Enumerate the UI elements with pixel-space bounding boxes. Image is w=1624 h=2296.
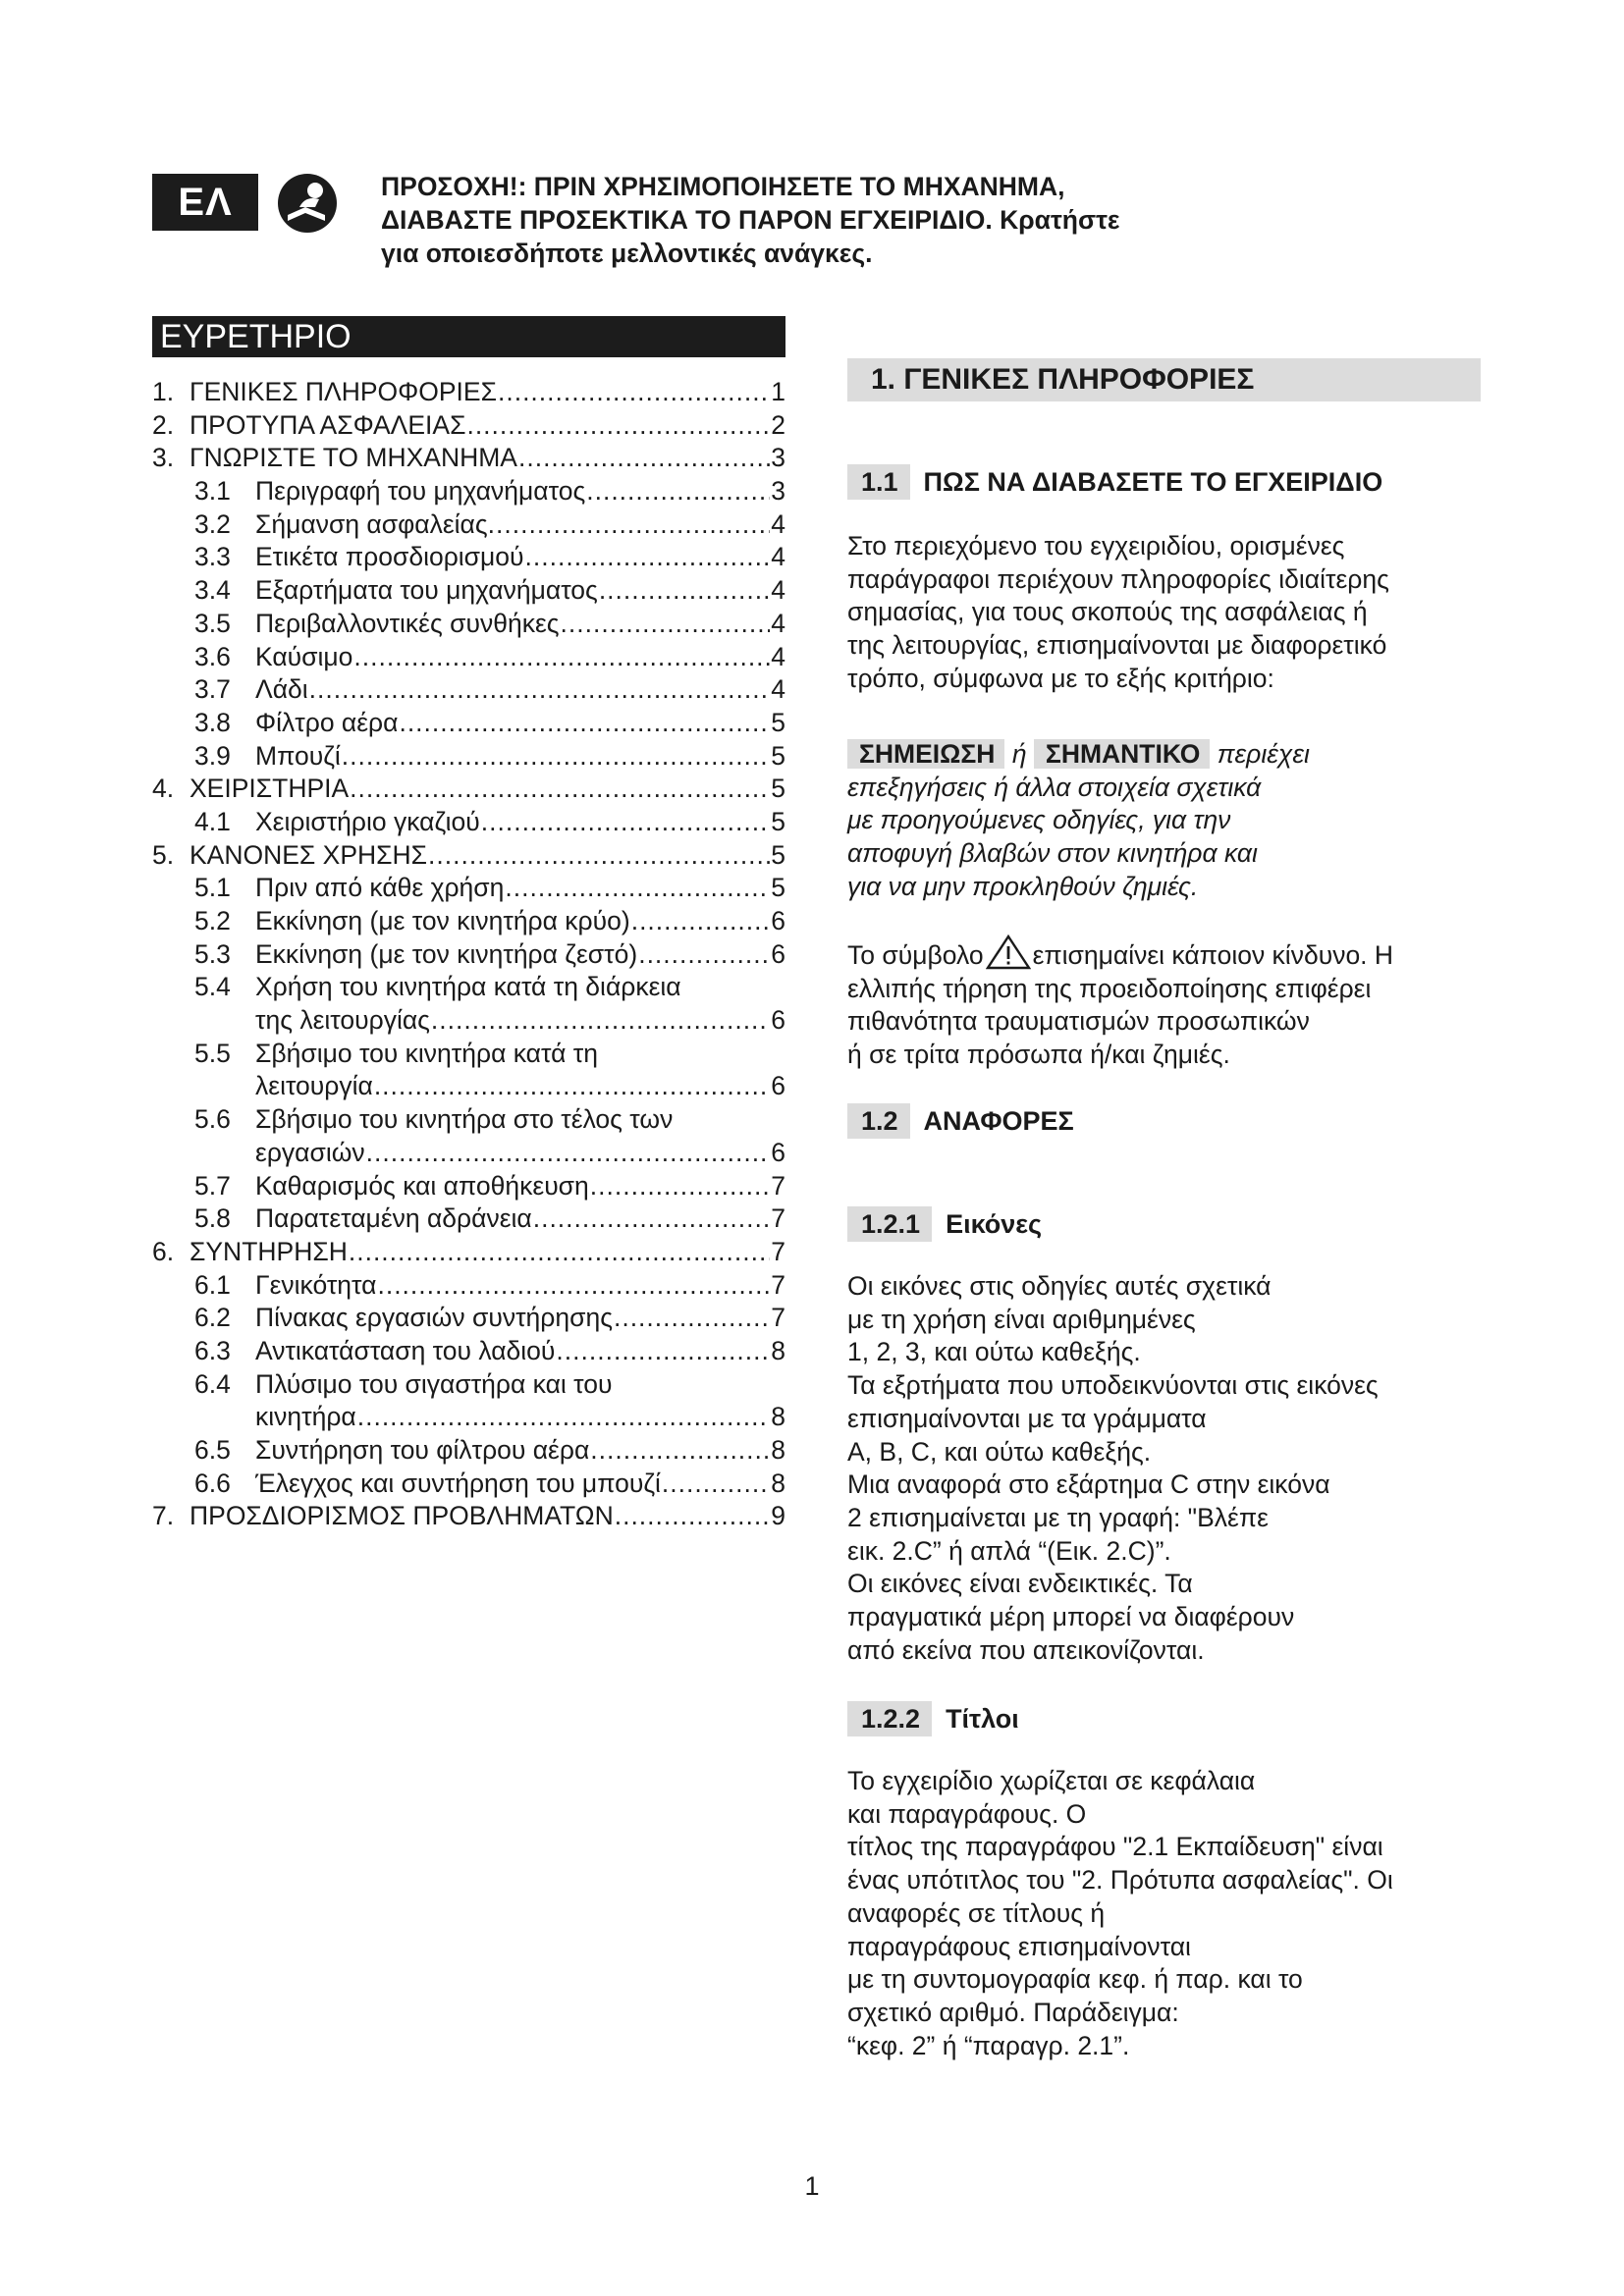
toc-leader-dots (498, 376, 770, 409)
toc-entry[interactable] (152, 1236, 785, 1269)
symbol-paragraph (847, 934, 1393, 1072)
toc-entry-number: 4.1 (194, 806, 231, 836)
warning-triangle-icon (986, 934, 1031, 970)
toc-leader-dots (366, 1137, 771, 1170)
toc-entry-number: 5.4 (194, 972, 231, 1002)
warning-line: για οποιεσδήποτε μελλοντικές ανάγκες. (381, 239, 873, 268)
toc-entry-number: 3.1 (194, 476, 231, 507)
toc-entry-continuation[interactable] (152, 1137, 785, 1170)
paragraph (847, 1270, 1379, 1667)
toc-entry-text: Φίλτρο αέρα (255, 707, 399, 737)
toc-entry-number: 2. (152, 409, 175, 440)
toc-entry[interactable] (152, 707, 785, 740)
paragraph-line: τίτλος της παραγράφου "2.1 Εκπαίδευση" είναι (847, 1832, 1383, 1862)
toc-entry-text: Εκκίνηση (με τον κινητήρα κρύο) (255, 906, 630, 935)
toc-leader-dots (466, 409, 770, 443)
toc-entry-text: ΓΝΩΡΙΣΤΕ ΤΟ ΜΗΧΑΝΗΜΑ (189, 443, 517, 473)
toc-entry-page: 4 (771, 674, 785, 705)
toc-leader-dots (533, 1202, 771, 1236)
toc-entry-page: 8 (771, 1468, 785, 1498)
toc-leader-dots (638, 938, 770, 972)
toc-entry-number: 5.7 (194, 1170, 231, 1201)
toc-entry[interactable] (152, 508, 785, 542)
paragraph-line: 1, 2, 3, και ούτω καθεξής. (847, 1337, 1141, 1367)
paragraph-line: τρόπο, σύμφωνα με το εξής κριτήριο: (847, 663, 1274, 693)
paragraph-line: “κεφ. 2” ή “παραγρ. 2.1”. (847, 2030, 1130, 2060)
toc-entry[interactable] (152, 1038, 785, 1071)
paragraph-line: Μια αναφορά στο εξάρτημα C στην εικόνα (847, 1469, 1330, 1500)
toc-entry-number: 7. (152, 1501, 175, 1531)
toc-leader-dots (377, 1269, 770, 1303)
toc-leader-dots (599, 574, 770, 608)
subsection-title: ΑΝΑΦΟΡΕΣ (923, 1106, 1074, 1136)
note-line: για να μην προκληθούν ζημιές. (847, 871, 1199, 901)
toc-entry-page: 4 (771, 641, 785, 671)
paragraph-line: 2 επισημαίνεται με τη γραφή: "Βλέπε (847, 1502, 1269, 1532)
subsection-title: Εικόνες (946, 1209, 1043, 1239)
symbol-after: επισημαίνει κάποιον κίνδυνο. Η (1032, 940, 1394, 970)
toc-entry-text: Σβήσιμο του κινητήρα κατά τη (255, 1038, 598, 1068)
toc-entry-text: ΧΕΙΡΙΣΤΗΡΙΑ (189, 774, 350, 804)
subsection-heading (847, 1206, 1042, 1242)
paragraph-line: παράγραφοι περιέχουν πληροφορίες ιδιαίτερης (847, 563, 1389, 594)
subsection-number: 1.2.2 (847, 1701, 932, 1736)
toc-entry-number: 5. (152, 839, 175, 870)
toc-entry-text: ΚΑΝΟΝΕΣ ΧΡΗΣΗΣ (189, 839, 428, 870)
toc-entry[interactable] (152, 1170, 785, 1203)
toc-entry-number: 6.6 (194, 1468, 231, 1498)
note-line: επεξηγήσεις ή άλλα στοιχεία σχετικά (847, 772, 1262, 802)
toc-leader-dots (590, 1170, 770, 1203)
toc-entry-number: 6.1 (194, 1269, 231, 1300)
note-or: ή (1011, 739, 1027, 769)
toc-entry-page: 8 (771, 1435, 785, 1465)
toc-entry[interactable] (152, 1302, 785, 1335)
subsection-title: Τίτλοι (946, 1704, 1019, 1734)
warning-text (381, 170, 1265, 270)
toc-entry-page: 9 (771, 1501, 785, 1531)
toc-entry-text: Καύσιμο (255, 641, 353, 671)
toc-leader-dots (431, 1004, 770, 1038)
toc-entry-number: 6.3 (194, 1335, 231, 1365)
toc-entry[interactable] (152, 1468, 785, 1501)
toc-entry-continuation[interactable] (152, 1401, 785, 1434)
subsection-number: 1.2.1 (847, 1206, 932, 1242)
toc-entry-page: 5 (771, 873, 785, 903)
toc-entry-text: Λάδι (255, 674, 308, 705)
toc-entry-number: 3. (152, 443, 175, 473)
toc-entry-continuation[interactable] (152, 1070, 785, 1103)
toc-entry-number: 3.7 (194, 674, 231, 705)
paragraph-line: εικ. 2.C” ή απλά “(Εικ. 2.C)”. (847, 1535, 1171, 1566)
toc-leader-dots (525, 541, 771, 574)
toc-entry-text: κινητήρα (255, 1402, 356, 1432)
toc-leader-dots (374, 1070, 770, 1103)
paragraph-line: Οι εικόνες είναι ενδεικτικές. Τα (847, 1569, 1193, 1599)
toc-leader-dots (428, 839, 770, 873)
toc-entry[interactable] (152, 872, 785, 905)
toc-entry-number: 5.6 (194, 1104, 231, 1135)
paragraph-line: πραγματικά μέρη μπορεί να διαφέρουν (847, 1602, 1295, 1632)
toc-entry[interactable] (152, 541, 785, 574)
toc-entry-text: Μπουζί (255, 740, 341, 771)
toc-leader-dots (342, 740, 770, 774)
toc-entry-text: Περιβαλλοντικές συνθήκες (255, 608, 560, 638)
warning-line: ΔΙΑΒΑΣΤΕ ΠΡΟΣΕΚΤΙΚΑ ΤΟ ΠΑΡΟΝ ΕΓΧΕΙΡΙΔΙΟ. Κρατήστε (381, 205, 1120, 235)
page-number: 1 (804, 2171, 820, 2201)
subsection-number: 1.2 (847, 1103, 910, 1139)
toc-entry-number: 5.8 (194, 1203, 231, 1234)
note-paragraph (847, 738, 1310, 904)
toc-entry-number: 6.2 (194, 1303, 231, 1333)
subsection-number: 1.1 (847, 464, 910, 500)
toc-leader-dots (518, 442, 770, 475)
toc-entry-number: 3.8 (194, 707, 231, 737)
paragraph-line: από εκείνα που απεικονίζονται. (847, 1634, 1205, 1665)
toc-entry-text: ΠΡΟΣΔΙΟΡΙΣΜΟΣ ΠΡΟΒΛΗΜΑΤΩΝ (189, 1501, 614, 1531)
toc-entry[interactable] (152, 1202, 785, 1236)
toc-entry-number: 5.3 (194, 938, 231, 969)
toc-entry[interactable] (152, 773, 785, 806)
note-tag: ΣΗΜΕΙΩΣΗ (847, 739, 1004, 769)
toc-leader-dots (586, 475, 770, 508)
toc-entry-page: 7 (771, 1303, 785, 1333)
symbol-first-line (847, 934, 1393, 973)
toc-leader-dots (614, 1302, 770, 1335)
toc-leader-dots (505, 872, 770, 905)
toc-entry[interactable] (152, 1434, 785, 1468)
toc-entry[interactable] (152, 409, 785, 443)
subsection-heading (847, 1103, 1074, 1139)
toc-entry[interactable] (152, 475, 785, 508)
toc-entry-number: 4. (152, 774, 175, 804)
toc-entry-number: 6.5 (194, 1435, 231, 1465)
toc-entry-text: Καθαρισμός και αποθήκευση (255, 1170, 589, 1201)
paragraph-line: παραγράφους επισημαίνονται (847, 1931, 1191, 1961)
note-after: περιέχει (1217, 739, 1310, 769)
toc-entry-text: Εκκίνηση (με τον κινητήρα ζεστό) (255, 938, 638, 969)
toc-entry-number: 5.1 (194, 873, 231, 903)
toc-entry-page: 5 (771, 774, 785, 804)
paragraph (847, 530, 1389, 696)
toc-entry[interactable] (152, 1500, 785, 1533)
toc-entry[interactable] (152, 608, 785, 641)
toc-entry-page: 6 (771, 906, 785, 935)
toc-entry-page: 7 (771, 1269, 785, 1300)
section-title: 1. ΓΕΝΙΚΕΣ ΠΛΗΡΟΦΟΡΙΕΣ (847, 358, 1481, 401)
toc-entry-continuation[interactable] (152, 1004, 785, 1038)
toc-entry-page: 6 (771, 938, 785, 969)
paragraph-line: ή σε τρίτα πρόσωπα ή/και ζημιές. (847, 1040, 1230, 1070)
paragraph-line: σημασίας, για τους σκοπούς της ασφάλειας ή (847, 597, 1368, 627)
paragraph-line: Στο περιεχόμενο του εγχειριδίου, ορισμένες (847, 531, 1345, 561)
toc-entry-text: Σβήσιμο του κινητήρα στο τέλος των (255, 1104, 674, 1135)
toc-leader-dots (615, 1500, 771, 1533)
toc-leader-dots (496, 508, 770, 542)
paragraph-line: ένας υπότιτλος του "2. Πρότυπα ασφαλείας". Οι (847, 1865, 1393, 1896)
paragraph-line: με τη χρήση είναι αριθμημένες (847, 1304, 1196, 1334)
toc-entry-text: Πλύσιμο του σιγαστήρα και του (255, 1368, 613, 1399)
subsection-heading (847, 464, 1382, 500)
toc-entry[interactable] (152, 806, 785, 839)
toc-entry-page: 6 (771, 1005, 785, 1036)
note-line: αποφυγή βλαβών στον κινητήρα και (847, 838, 1258, 869)
toc-entry-page: 6 (771, 1071, 785, 1101)
toc-entry-number: 5.2 (194, 906, 231, 935)
toc-entry[interactable] (152, 574, 785, 608)
paragraph-line: Το εγχειρίδιο χωρίζεται σε κεφάλαια (847, 1766, 1256, 1795)
toc-entry-text: Περιγραφή του μηχανήματος (255, 476, 586, 507)
toc-title: ΕΥΡΕΤΗΡΙΟ (152, 316, 785, 357)
warning-line: ΠΡΟΣΟΧΗ!: ΠΡΙΝ ΧΡΗΣΙΜΟΠΟΙΗΣΕΤΕ ΤΟ ΜΗΧΑΝΗΜΑ, (381, 172, 1065, 201)
toc-entry-page: 3 (771, 443, 785, 473)
toc-entry[interactable] (152, 1103, 785, 1137)
toc-entry-page: 4 (771, 542, 785, 572)
toc-entry[interactable] (152, 1368, 785, 1402)
toc-entry[interactable] (152, 740, 785, 774)
toc-entry[interactable] (152, 673, 785, 707)
paragraph-line: πιθανότητα τραυματισμών προσωπικών (847, 1006, 1310, 1037)
toc-entry-page: 1 (771, 377, 785, 406)
toc-entry-page: 4 (771, 608, 785, 638)
toc-entry-text: Χρήση του κινητήρα κατά τη διάρκεια (255, 972, 681, 1002)
toc-entry[interactable] (152, 839, 785, 873)
table-of-contents (152, 376, 785, 1533)
toc-leader-dots (350, 773, 770, 806)
toc-entry[interactable] (152, 938, 785, 972)
toc-leader-dots (399, 707, 770, 740)
toc-entry-number: 3.5 (194, 608, 231, 638)
toc-entry-number: 5.5 (194, 1038, 231, 1068)
toc-entry-text: Πριν από κάθε χρήση (255, 873, 505, 903)
read-manual-icon (276, 172, 339, 235)
toc-leader-dots (556, 1335, 770, 1368)
toc-entry-page: 5 (771, 806, 785, 836)
important-tag: ΣΗΜΑΝΤΙΚΟ (1034, 739, 1210, 769)
paragraph-line: της λειτουργίας, επισημαίνονται με διαφορετικό (847, 630, 1387, 661)
toc-entry[interactable] (152, 971, 785, 1004)
toc-entry[interactable] (152, 442, 785, 475)
subsection-heading (847, 1701, 1019, 1736)
paragraph-line: επισημαίνονται με τα γράμματα (847, 1403, 1207, 1433)
toc-entry-page: 7 (771, 1236, 785, 1266)
symbol-before: Το σύμβολο (847, 940, 984, 970)
toc-entry-page: 8 (771, 1402, 785, 1432)
language-badge: ΕΛ (152, 174, 258, 231)
paragraph-line: αναφορές σε τίτλους ή (847, 1897, 1106, 1928)
toc-entry-text: Σήμανση ασφαλείας. (255, 508, 495, 539)
paragraph (847, 1765, 1393, 2062)
toc-entry-page: 8 (771, 1335, 785, 1365)
toc-entry-page: 5 (771, 839, 785, 870)
toc-entry-text: εργασιών (255, 1137, 365, 1167)
toc-entry-page: 4 (771, 575, 785, 606)
paragraph-line: και παραγράφους. Ο (847, 1798, 1087, 1829)
toc-entry[interactable] (152, 905, 785, 938)
toc-entry-text: Γενικότητα (255, 1269, 377, 1300)
toc-entry-text: ΓΕΝΙΚΕΣ ΠΛΗΡΟΦΟΡΙΕΣ (189, 377, 497, 406)
toc-entry[interactable] (152, 1335, 785, 1368)
paragraph-line: ελλιπής τήρηση της προειδοποίησης επιφέρει (847, 973, 1372, 1003)
toc-entry[interactable] (152, 641, 785, 674)
toc-entry-text: Συντήρηση του φίλτρου αέρα (255, 1435, 590, 1465)
note-line: με προηγούμενες οδηγίες, για την (847, 805, 1231, 835)
toc-leader-dots (349, 1236, 770, 1269)
toc-entry-text: Χειριστήριο γκαζιού (255, 806, 480, 836)
toc-entry-page: 3 (771, 476, 785, 507)
paragraph-line: A, B, C, και ούτω καθεξής. (847, 1436, 1152, 1467)
paragraph-line: σχετικό αριθμό. Παράδειγμα: (847, 1997, 1179, 2027)
toc-entry-text: Έλεγχος και συντήρηση του μπουζί (255, 1468, 661, 1498)
toc-entry-text: Ετικέτα προσδιορισμού (255, 542, 524, 572)
toc-entry-text: Αντικατάσταση του λαδιού (255, 1335, 556, 1365)
toc-leader-dots (631, 905, 771, 938)
toc-leader-dots (481, 806, 770, 839)
toc-entry[interactable] (152, 376, 785, 409)
toc-entry-text: Εξαρτήματα του μηχανήματος (255, 575, 598, 606)
toc-entry-page: 5 (771, 740, 785, 771)
toc-entry-number: 6. (152, 1236, 175, 1266)
toc-entry-number: 3.2 (194, 508, 231, 539)
toc-entry-number: 3.4 (194, 575, 231, 606)
toc-leader-dots (357, 1401, 771, 1434)
toc-leader-dots (561, 608, 771, 641)
toc-entry-page: 2 (771, 409, 785, 440)
paragraph-line: με τη συντομογραφία κεφ. ή παρ. και το (847, 1964, 1303, 1995)
paragraph-line: Τα εξρτήματα που υποδεικνύονται στις εικόνες (847, 1370, 1379, 1401)
toc-entry-number: 3.6 (194, 641, 231, 671)
toc-entry-number: 3.9 (194, 740, 231, 771)
toc-entry-page: 5 (771, 707, 785, 737)
toc-entry-text: της λειτουργίας (255, 1005, 430, 1036)
note-first-line (847, 738, 1310, 772)
toc-leader-dots (353, 641, 770, 674)
toc-leader-dots (309, 673, 771, 707)
toc-leader-dots (590, 1434, 770, 1468)
subsection-title: ΠΩΣ ΝΑ ΔΙΑΒΑΣΕΤΕ ΤΟ ΕΓΧΕΙΡΙΔΙΟ (923, 467, 1383, 497)
toc-entry-number: 3.3 (194, 542, 231, 572)
toc-entry-page: 4 (771, 508, 785, 539)
toc-entry-text: Πίνακας εργασιών συντήρησης (255, 1303, 613, 1333)
toc-entry-text: Παρατεταμένη αδράνεια (255, 1203, 532, 1234)
toc-entry-page: 7 (771, 1170, 785, 1201)
toc-entry-page: 7 (771, 1203, 785, 1234)
toc-leader-dots (662, 1468, 770, 1501)
paragraph-line: Οι εικόνες στις οδηγίες αυτές σχετικά (847, 1271, 1272, 1301)
toc-entry-number: 6.4 (194, 1368, 231, 1399)
toc-entry[interactable] (152, 1269, 785, 1303)
toc-entry-text: ΠΡΟΤΥΠΑ ΑΣΦΑΛΕΙΑΣ (189, 409, 466, 440)
toc-entry-text: ΣΥΝΤΗΡΗΣΗ (189, 1236, 348, 1266)
toc-entry-number: 1. (152, 377, 175, 406)
toc-entry-text: λειτουργία (255, 1071, 373, 1101)
toc-entry-page: 6 (771, 1137, 785, 1167)
